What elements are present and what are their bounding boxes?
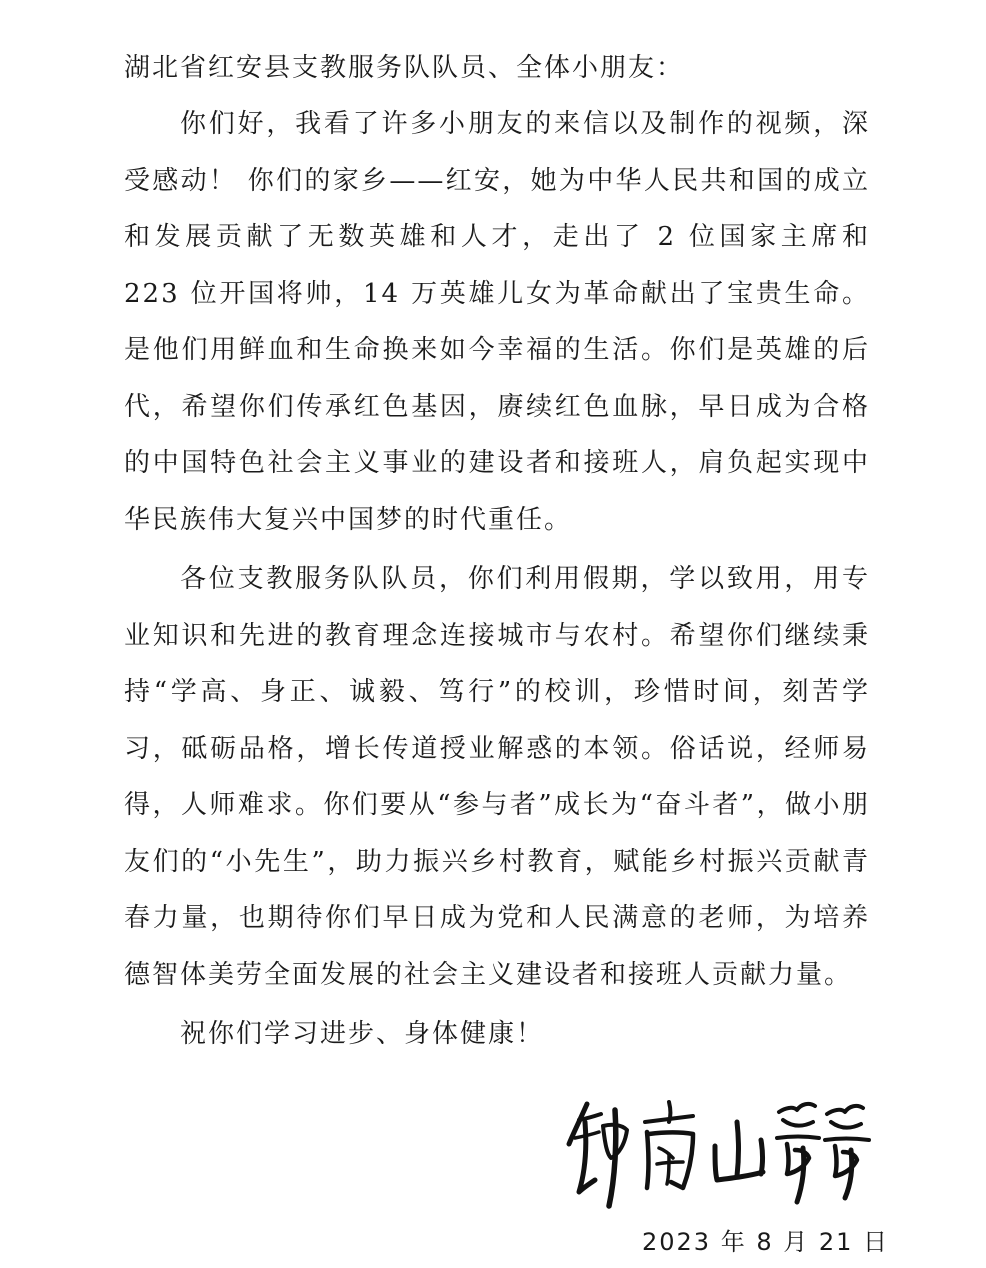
letter-body <box>124 40 870 1062</box>
letter-date: 2023 年 8 月 21 日 <box>642 1228 890 1256</box>
handwritten-signature <box>565 1092 875 1212</box>
closing-wish: 祝你们学习进步、身体健康！ <box>180 1019 545 1049</box>
salutation: 湖北省红安县支教服务队队员、全体小朋友： <box>124 53 685 83</box>
paragraph-greeting: 你们好，我看了许多小朋友的来信以及制作的视频，深受感动！ 你们的家乡——红安，她为中华人民共和国的成立和发展贡献了无数英雄和人才，走出了 2 位国家主席和 223 位开国将帅，14 万英雄儿女为革命献出了宝贵生命。是他们用鲜血和生命换来如今幸福的生活。你们是英雄的后代，希望你们传承红色基因，赓续红色血脉，早日成为合格的中国特色社会主义事业的建设者和接班人，肩负起实现中华民族伟大复兴中国梦的时代重任。 <box>124 109 870 535</box>
signature-drawing <box>565 1092 875 1212</box>
paragraph-volunteers: 各位支教服务队队员，你们利用假期，学以致用，用专业知识和先进的教育理念连接城市与农村。希望你们继续秉持“学高、身正、诚毅、笃行”的校训，珍惜时间，刻苦学习，砥砺品格，增长传道授业解惑的本领。俗话说，经师易得，人师难求。你们要从“参与者”成长为“奋斗者”，做小朋友们的“小先生”，助力振兴乡村教育，赋能乡村振兴贡献青春力量，也期待你们早日成为党和人民满意的老师，为培养德智体美劳全面发展的社会主义建设者和接班人贡献力量。 <box>124 564 870 990</box>
